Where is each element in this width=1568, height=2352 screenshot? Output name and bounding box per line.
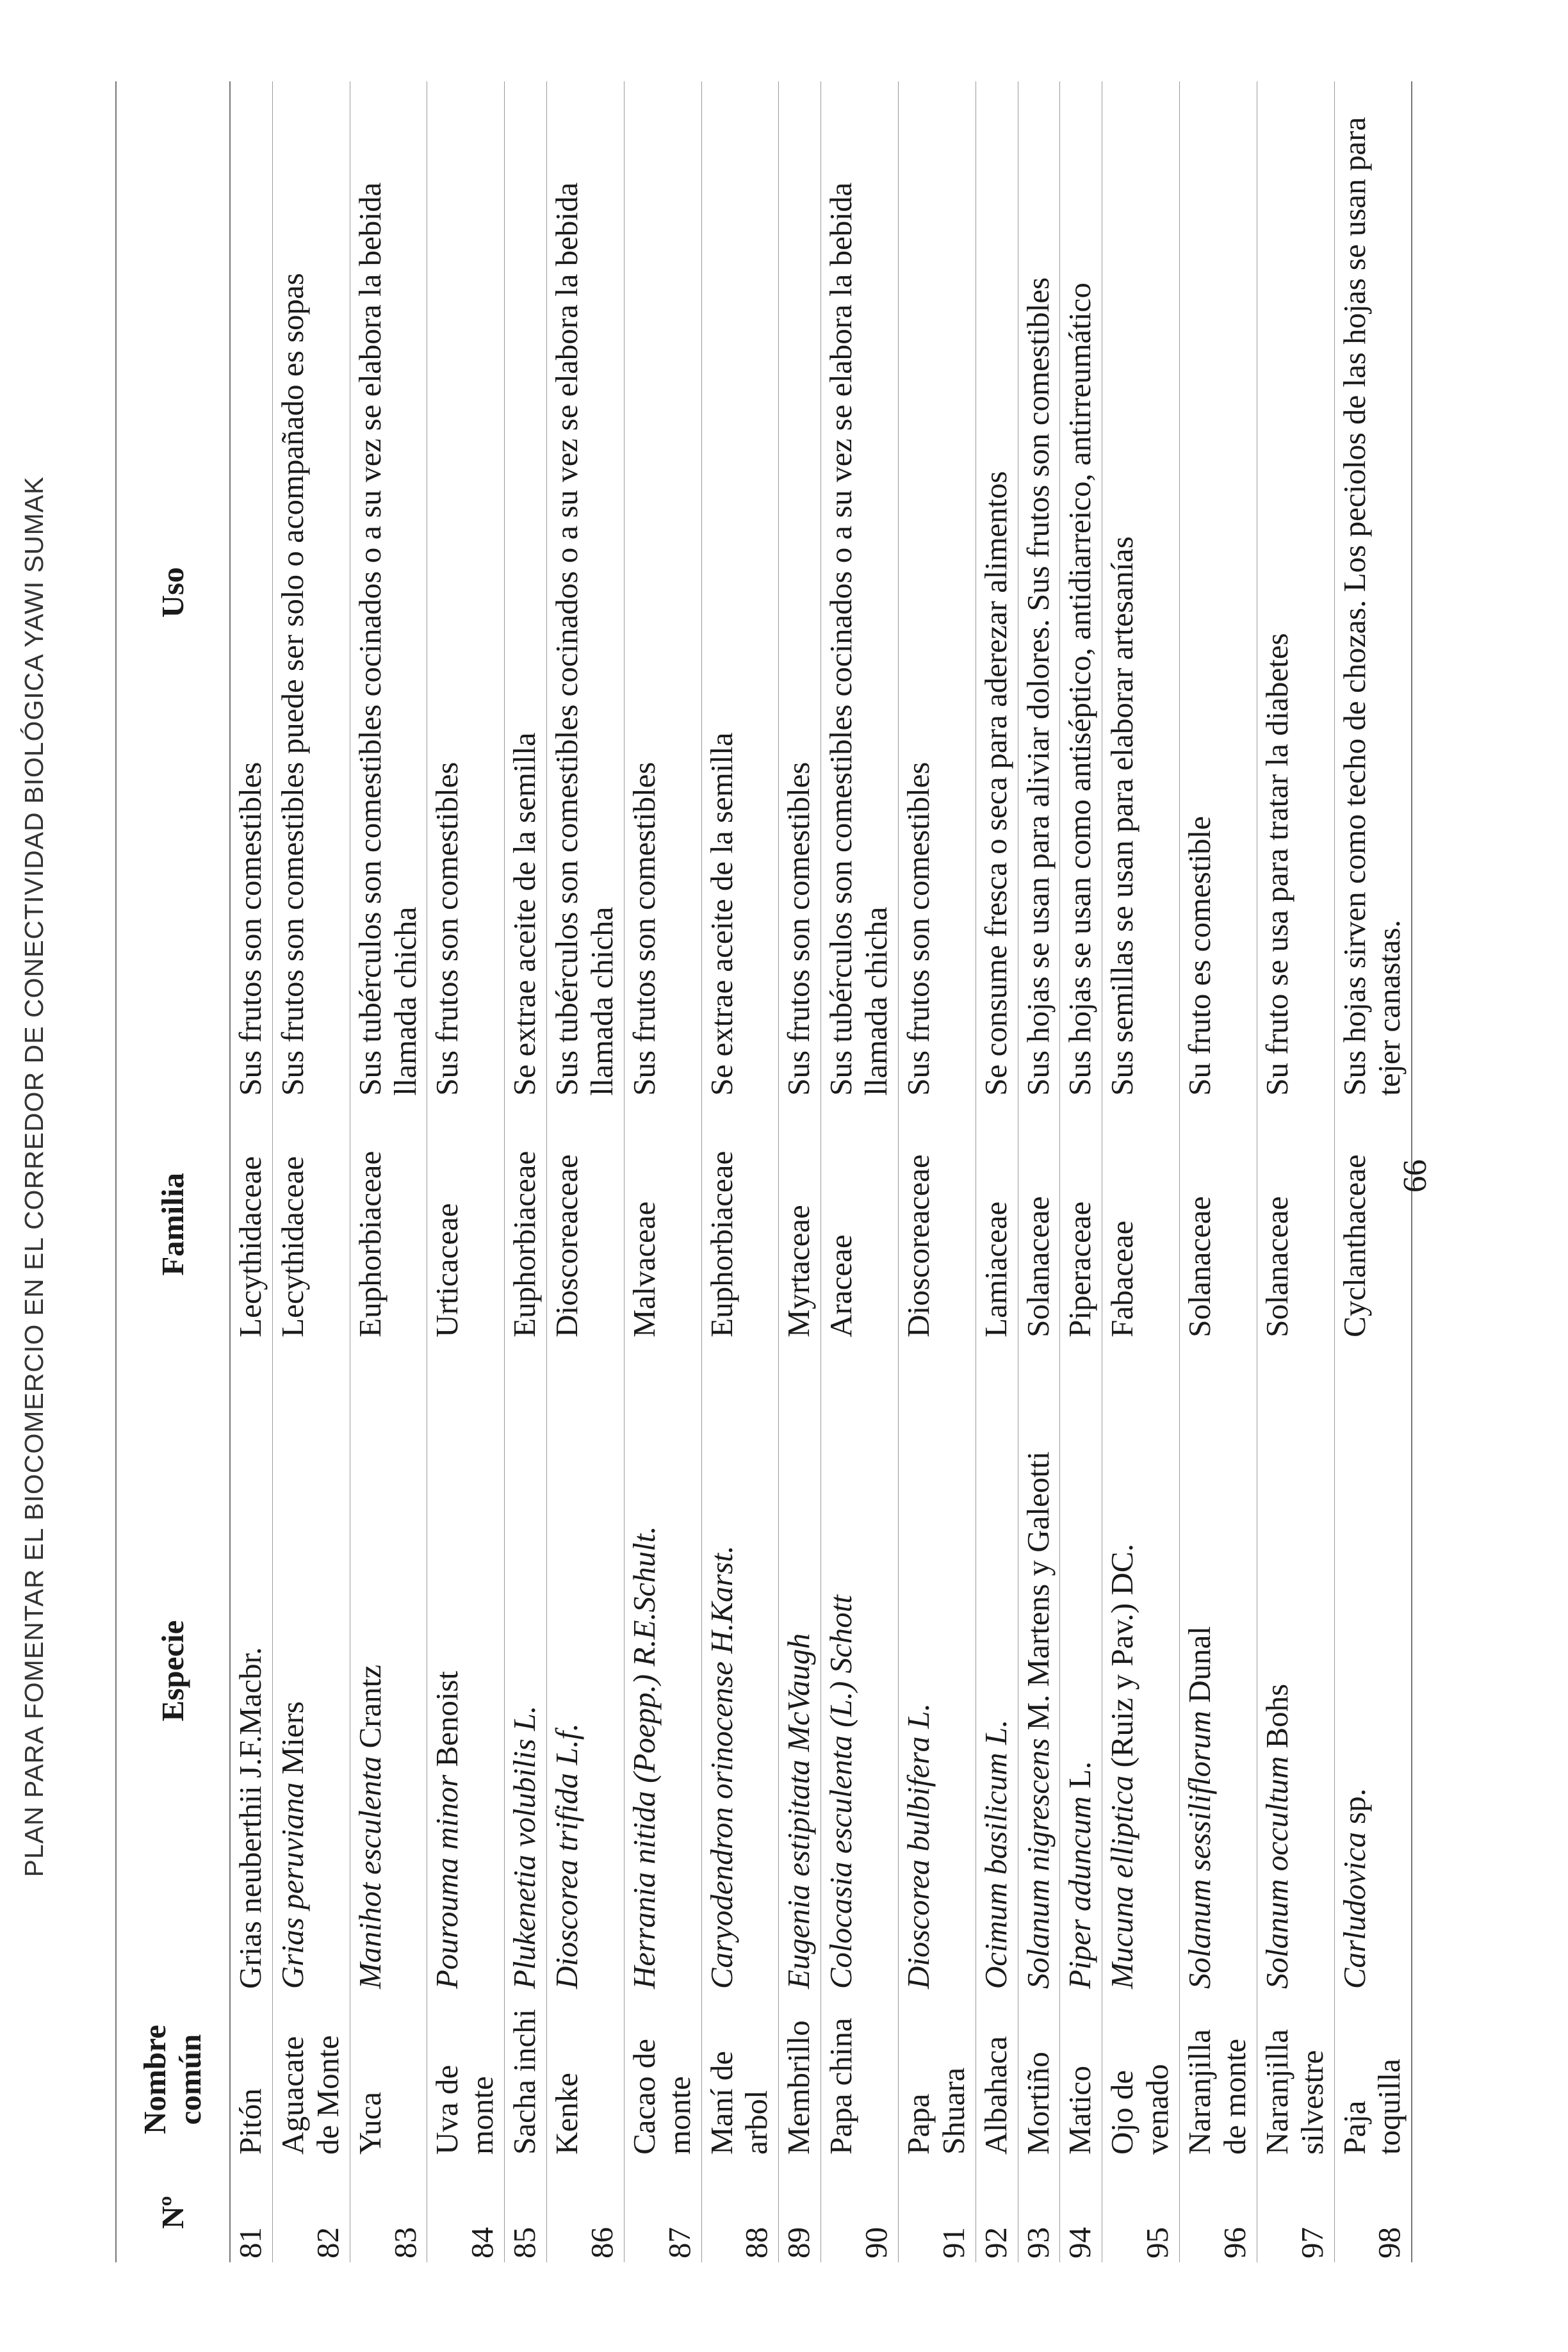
- use-cell: Sus frutos son comestibles: [779, 81, 821, 1104]
- common-name-cell: Papa china: [821, 1997, 899, 2162]
- species-cell: [701, 1345, 779, 1997]
- row-number: 98: [1334, 2162, 1412, 2262]
- common-name-cell: Papa Shuara: [898, 1997, 976, 2162]
- species-cell: [779, 1345, 821, 1997]
- family-cell: Solanaceae: [1018, 1104, 1060, 1345]
- species-italic: Herrania nitida (Poepp.) R.E.Schult.: [626, 1526, 662, 1989]
- table-row: [976, 81, 1018, 2262]
- use-cell: Sus tubérculos son comestibles cocinados o a su vez se elabora la bebida llamada chicha: [821, 81, 899, 1104]
- common-name-cell: Aguacate de Monte: [272, 1997, 350, 2162]
- row-number: 89: [779, 2162, 821, 2262]
- use-cell: Se extrae aceite de la semilla: [701, 81, 779, 1104]
- row-number: 88: [701, 2162, 779, 2262]
- header-family: Familia: [116, 1104, 230, 1345]
- species-cell: [505, 1345, 547, 1997]
- use-cell: Sus hojas sirven como techo de chozas. Los peciolos de las hojas se usan para tejer canastas.: [1334, 81, 1412, 1104]
- table-row: [898, 81, 976, 2262]
- species-italic: Solanum sessiliflorum: [1182, 1710, 1217, 1989]
- row-number: 85: [505, 2162, 547, 2262]
- species-cell: [821, 1345, 899, 1997]
- common-name-cell: Membrillo: [779, 1997, 821, 2162]
- species-cell: [1180, 1345, 1257, 1997]
- family-cell: Lecythidaceae: [272, 1104, 350, 1345]
- species-italic: Ocimum basilicum L.: [977, 1719, 1013, 1989]
- use-cell: Sus tubérculos son comestibles cocinados o a su vez se elabora la bebida llamada chicha: [547, 81, 625, 1104]
- common-name-cell: Albahaca: [976, 1997, 1018, 2162]
- family-cell: Dioscoreaceae: [898, 1104, 976, 1345]
- header-use: Uso: [116, 81, 230, 1104]
- species-cell: [624, 1345, 701, 1997]
- species-cell: [1102, 1345, 1180, 1997]
- family-cell: Euphorbiaceae: [701, 1104, 779, 1345]
- table-row: [1018, 81, 1060, 2262]
- row-number: 92: [976, 2162, 1018, 2262]
- row-number: 82: [272, 2162, 350, 2262]
- use-cell: Sus frutos son comestibles: [230, 81, 272, 1104]
- species-italic: Eugenia estipitata McVaugh: [781, 1633, 817, 1989]
- species-italic: Colocasia esculenta (L.) Schott: [823, 1595, 859, 1989]
- species-italic: Plukenetia volubilis L.: [507, 1705, 543, 1989]
- row-number: 91: [898, 2162, 976, 2262]
- use-cell: Sus hojas se usan para aliviar dolores. Sus frutos son comestibles: [1018, 81, 1060, 1104]
- species-italic: Dioscorea bulbifera L.: [900, 1703, 936, 1989]
- common-name-cell: Pitón: [230, 1997, 272, 2162]
- table-row: [272, 81, 350, 2262]
- row-number: 96: [1180, 2162, 1257, 2262]
- common-name-cell: Cacao de monte: [624, 1997, 701, 2162]
- table-row: [821, 81, 899, 2262]
- page-number: 66: [1397, 1159, 1433, 1193]
- row-number: 94: [1060, 2162, 1102, 2262]
- family-cell: Lecythidaceae: [230, 1104, 272, 1345]
- use-cell: Su fruto es comestible: [1180, 81, 1257, 1104]
- species-table: [115, 81, 1412, 2262]
- species-italic: Solanum nigrescens: [1020, 1738, 1056, 1989]
- common-name-cell: Naranjilla silvestre: [1257, 1997, 1334, 2162]
- table-row: [350, 81, 427, 2262]
- table-row: [1060, 81, 1102, 2262]
- species-authority: L.: [1062, 1761, 1098, 1797]
- row-number: 93: [1018, 2162, 1060, 2262]
- common-name-cell: Matico: [1060, 1997, 1102, 2162]
- species-cell: [350, 1345, 427, 1997]
- species-authority: Crantz: [352, 1664, 388, 1756]
- common-name-cell: Naranjilla de monte: [1180, 1997, 1257, 2162]
- species-italic: Manihot esculenta: [352, 1756, 388, 1989]
- species-authority: (Ruiz y Pav.) DC.: [1104, 1544, 1140, 1776]
- species-cell: [1018, 1345, 1060, 1997]
- row-number: 97: [1257, 2162, 1334, 2262]
- use-cell: Sus semillas se usan para elaborar artesanías: [1102, 81, 1180, 1104]
- use-cell: Sus hojas se usan como antiséptico, antidiarreico, antirreumático: [1060, 81, 1102, 1104]
- species-cell: [547, 1345, 625, 1997]
- row-number: 81: [230, 2162, 272, 2262]
- common-name-cell: Ojo de venado: [1102, 1997, 1180, 2162]
- family-cell: Euphorbiaceae: [505, 1104, 547, 1345]
- species-italic: Pourouma minor: [429, 1774, 465, 1989]
- table-row: [701, 81, 779, 2262]
- species-italic: Solanum occultum: [1259, 1756, 1294, 1989]
- running-header: PLAN PARA FOMENTAR EL BIOCOMERCIO EN EL CORREDOR DE CONECTIVIDAD BIOLÓGICA YAWI SUMAK: [19, 476, 49, 1877]
- use-cell: Sus frutos son comestibles: [624, 81, 701, 1104]
- use-cell: Sus frutos son comestibles: [898, 81, 976, 1104]
- species-italic: Carludovica: [1336, 1832, 1372, 1989]
- species-cell: [1060, 1345, 1102, 1997]
- table-row: [505, 81, 547, 2262]
- table-body: [230, 81, 1412, 2262]
- species-cell: [1257, 1345, 1334, 1997]
- species-authority: Benoist: [429, 1670, 465, 1775]
- row-number: 84: [427, 2162, 505, 2262]
- species-italic: Mucuna elliptica: [1104, 1775, 1140, 1989]
- family-cell: Lamiaceae: [976, 1104, 1018, 1345]
- species-italic: Dioscorea trifida L.f.: [549, 1723, 584, 1989]
- table-row: [230, 81, 272, 2262]
- table-header-row: [116, 81, 230, 2262]
- species-italic: Piper aduncum: [1062, 1796, 1098, 1989]
- row-number: 90: [821, 2162, 899, 2262]
- common-name-cell: Yuca: [350, 1997, 427, 2162]
- common-name-cell: Paja toquilla: [1334, 1997, 1412, 2162]
- use-cell: Su fruto se usa para tratar la diabetes: [1257, 81, 1334, 1104]
- common-name-cell: Uva de monte: [427, 1997, 505, 2162]
- header-num: Nº: [116, 2162, 230, 2262]
- species-authority: Dunal: [1182, 1626, 1217, 1711]
- table-row: [547, 81, 625, 2262]
- table-row: [624, 81, 701, 2262]
- family-cell: Araceae: [821, 1104, 899, 1345]
- common-name-cell: Maní de arbol: [701, 1997, 779, 2162]
- family-cell: Solanaceae: [1257, 1104, 1334, 1345]
- family-cell: Cyclanthaceae: [1334, 1104, 1412, 1345]
- common-name-cell: Kenke: [547, 1997, 625, 2162]
- family-cell: Piperaceae: [1060, 1104, 1102, 1345]
- species-authority: Miers: [274, 1701, 310, 1783]
- table-row: [1257, 81, 1334, 2262]
- species-italic: Caryodendron orinocense H.Karst.: [703, 1545, 739, 1989]
- table-row: [427, 81, 505, 2262]
- row-number: 87: [624, 2162, 701, 2262]
- species-authority: Bohs: [1259, 1683, 1294, 1756]
- species-cell: [898, 1345, 976, 1997]
- common-name-cell: Mortiño: [1018, 1997, 1060, 2162]
- species-cell: [976, 1345, 1018, 1997]
- common-name-cell: Sacha inchi: [505, 1997, 547, 2162]
- family-cell: Solanaceae: [1180, 1104, 1257, 1345]
- species-authority: M. Martens y Galeotti: [1020, 1451, 1056, 1738]
- header-common-name: Nombre común: [116, 1997, 230, 2162]
- table-row: [1102, 81, 1180, 2262]
- use-cell: Se consume fresca o seca para aderezar alimentos: [976, 81, 1018, 1104]
- use-cell: Sus frutos son comestibles puede ser solo o acompañado es sopas: [272, 81, 350, 1104]
- table-row: [779, 81, 821, 2262]
- family-cell: Myrtaceae: [779, 1104, 821, 1345]
- row-number: 95: [1102, 2162, 1180, 2262]
- use-cell: Se extrae aceite de la semilla: [505, 81, 547, 1104]
- family-cell: Fabaceae: [1102, 1104, 1180, 1345]
- species-cell: [427, 1345, 505, 1997]
- family-cell: Malvaceae: [624, 1104, 701, 1345]
- species-cell: [272, 1345, 350, 1997]
- row-number: 86: [547, 2162, 625, 2262]
- row-number: 83: [350, 2162, 427, 2262]
- use-cell: Sus tubérculos son comestibles cocinados o a su vez se elabora la bebida llamada chicha: [350, 81, 427, 1104]
- species-authority: sp.: [1336, 1788, 1372, 1833]
- family-cell: Dioscoreaceae: [547, 1104, 625, 1345]
- species-authority: Grias neuberthii J.F.Macbr.: [233, 1647, 268, 1989]
- family-cell: Euphorbiaceae: [350, 1104, 427, 1345]
- table-row: [1180, 81, 1257, 2262]
- species-cell: [230, 1345, 272, 1997]
- use-cell: Sus frutos son comestibles: [427, 81, 505, 1104]
- species-italic: Grias peruviana: [274, 1782, 310, 1989]
- header-species: Especie: [116, 1345, 230, 1997]
- family-cell: Urticaceae: [427, 1104, 505, 1345]
